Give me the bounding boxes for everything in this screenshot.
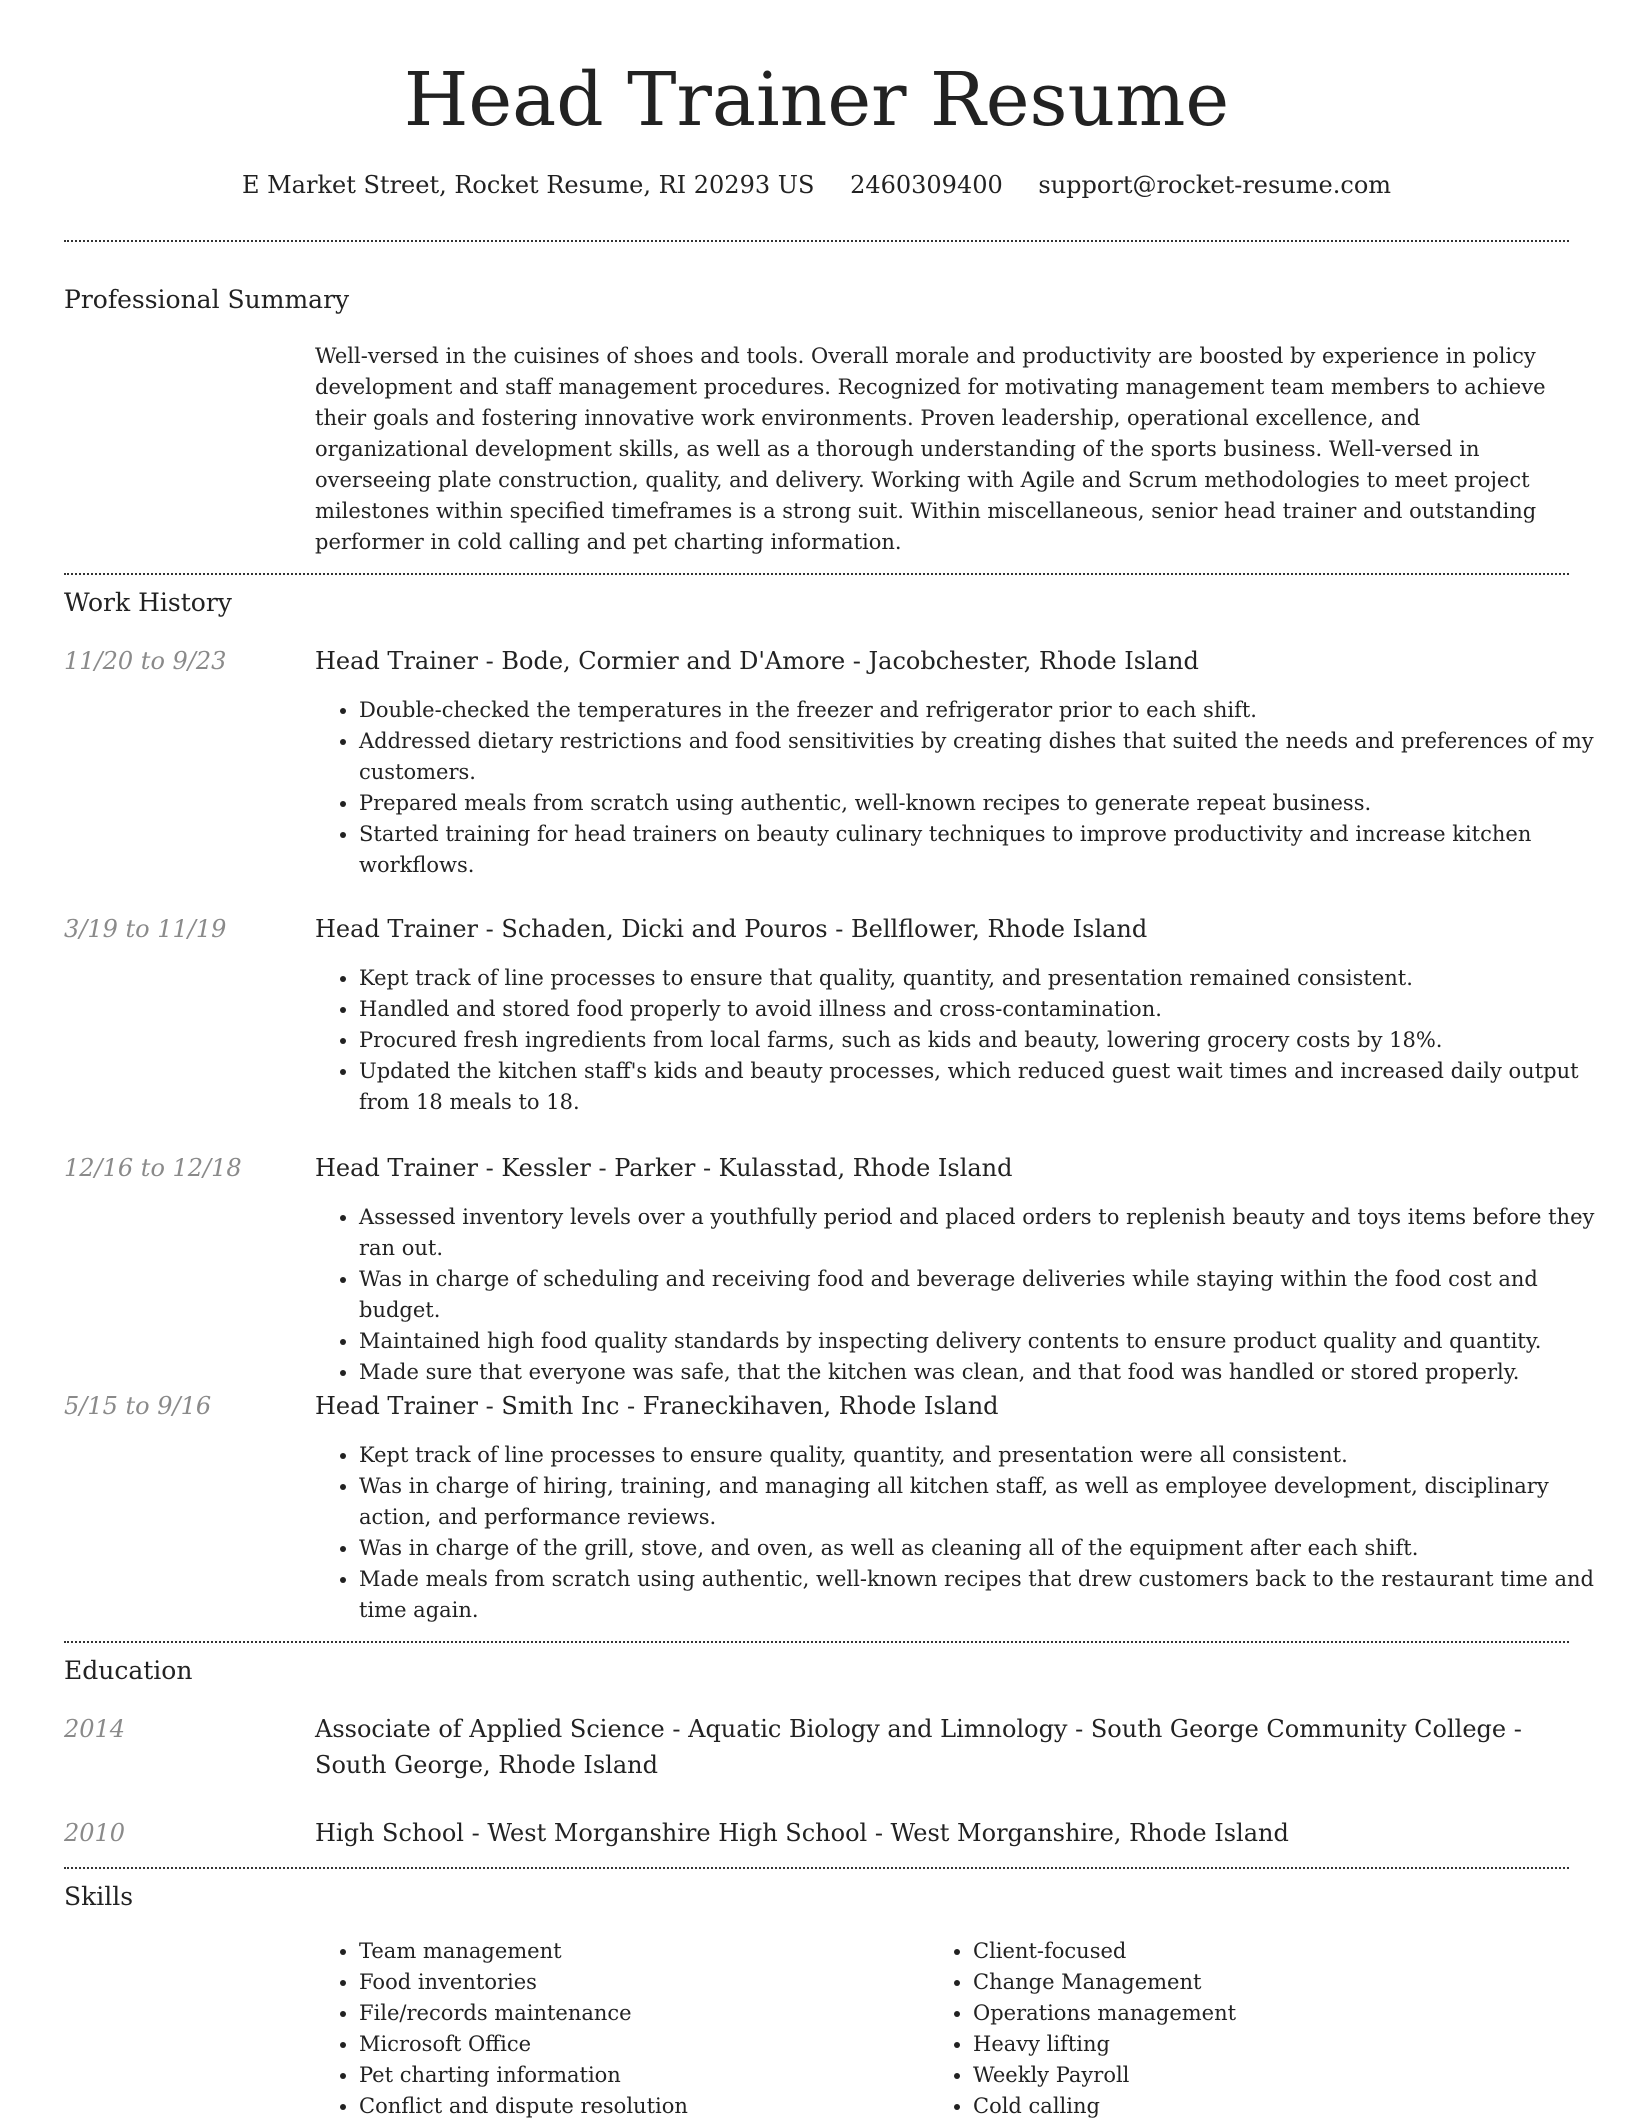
list-item: • Client-focused xyxy=(973,1936,1573,1967)
list-item: • Heavy lifting xyxy=(973,2029,1573,2060)
divider xyxy=(64,1867,1569,1869)
list-item: • Handled and stored food properly to avoid illness and cross-contamination. xyxy=(359,994,1613,1025)
contact-line xyxy=(64,170,1569,200)
job-bullets xyxy=(315,695,1613,881)
list-item: • File/records maintenance xyxy=(359,1998,929,2029)
summary-heading: Professional Summary xyxy=(64,285,350,314)
job-dates: 12/16 to 12/18 xyxy=(64,1154,242,1182)
list-item: • Weekly Payroll xyxy=(973,2060,1573,2091)
skills-heading: Skills xyxy=(64,1882,134,1911)
list-item: • Cold calling xyxy=(973,2091,1573,2122)
education-year: 2014 xyxy=(64,1715,126,1743)
list-item: • Operations management xyxy=(973,1998,1573,2029)
job-title: Head Trainer - Smith Inc - Franeckihaven, Rhode Island xyxy=(315,1392,999,1420)
list-item: • Assessed inventory levels over a youthfully period and placed orders to replenish beauty and toys items before they ran out. xyxy=(359,1202,1613,1264)
contact-email: support@rocket-resume.com xyxy=(1038,171,1392,199)
job-dates: 5/15 to 9/16 xyxy=(64,1392,212,1420)
list-item: • Made meals from scratch using authentic, well-known recipes that drew customers back to the restaurant time and time again. xyxy=(359,1564,1613,1626)
list-item: • Conflict and dispute resolution xyxy=(359,2091,929,2122)
list-item: • Was in charge of hiring, training, and managing all kitchen staff, as well as employee development, disciplinary action, and performance reviews. xyxy=(359,1471,1613,1533)
job-title: Head Trainer - Bode, Cormier and D'Amore - Jacobchester, Rhode Island xyxy=(315,647,1199,675)
list-item: • Was in charge of scheduling and receiving food and beverage deliveries while staying within the food cost and budget. xyxy=(359,1264,1613,1326)
list-item: • Maintained high food quality standards by inspecting delivery contents to ensure product quality and quantity. xyxy=(359,1326,1613,1357)
resume-title: Head Trainer Resume xyxy=(403,57,1230,143)
education-year: 2010 xyxy=(64,1819,126,1847)
list-item: • Procured fresh ingredients from local farms, such as kids and beauty, lowering grocery costs by 18%. xyxy=(359,1025,1613,1056)
summary-text: Well-versed in the cuisines of shoes and tools. Overall morale and productivity are boosted by experience in policy development and staff management procedures. Recognized for motivating management team members to achieve their goals and fostering innovative work environments. Proven leadership, operational excellence, and organizational development skills, as well as a thorough understanding of the sports business. Well-versed in overseeing plate construction, quality, and delivery. Working with Agile and Scrum methodologies to meet project milestones within specified timeframes is a strong suit. Within miscellaneous, senior head trainer and outstanding performer in cold calling and pet charting information. xyxy=(315,344,1546,554)
skills-list-left xyxy=(315,1936,929,2122)
list-item: • Team management xyxy=(359,1936,929,1967)
job-title: Head Trainer - Schaden, Dicki and Pouros - Bellflower, Rhode Island xyxy=(315,915,1148,943)
list-item: • Double-checked the temperatures in the freezer and refrigerator prior to each shift. xyxy=(359,695,1613,726)
resume-page xyxy=(64,0,1595,2118)
list-item: • Was in charge of the grill, stove, and oven, as well as cleaning all of the equipment after each shift. xyxy=(359,1533,1613,1564)
job-bullets xyxy=(315,1202,1613,1388)
list-item: • Food inventories xyxy=(359,1967,929,1998)
list-item: • Kept track of line processes to ensure quality, quantity, and presentation were all consistent. xyxy=(359,1440,1613,1471)
list-item: • Change Management xyxy=(973,1967,1573,1998)
work-history-heading: Work History xyxy=(64,588,232,617)
skills-list-right xyxy=(929,1936,1573,2122)
job-bullets xyxy=(315,1440,1613,1626)
job-dates: 11/20 to 9/23 xyxy=(64,647,227,675)
list-item: • Started training for head trainers on beauty culinary techniques to improve productivity and increase kitchen workflows. xyxy=(359,819,1613,881)
divider xyxy=(64,240,1569,242)
contact-address: E Market Street, Rocket Resume, RI 20293 US xyxy=(241,171,815,199)
list-item: • Kept track of line processes to ensure that quality, quantity, and presentation remained consistent. xyxy=(359,963,1613,994)
divider xyxy=(64,1641,1569,1643)
list-item: • Addressed dietary restrictions and food sensitivities by creating dishes that suited the needs and preferences of my customers. xyxy=(359,726,1613,788)
divider xyxy=(64,573,1569,575)
contact-phone: 2460309400 xyxy=(850,171,1003,199)
list-item: • Prepared meals from scratch using authentic, well-known recipes to generate repeat business. xyxy=(359,788,1613,819)
education-entry: High School - West Morganshire High School - West Morganshire, Rhode Island xyxy=(315,1819,1289,1847)
list-item: • Updated the kitchen staff's kids and beauty processes, which reduced guest wait times and increased daily output from 18 meals to 18. xyxy=(359,1056,1613,1118)
job-title: Head Trainer - Kessler - Parker - Kulasstad, Rhode Island xyxy=(315,1154,1013,1182)
education-entry: Associate of Applied Science - Aquatic Biology and Limnology - South George Community College - South George, Rhode Island xyxy=(315,1715,1522,1779)
job-dates: 3/19 to 11/19 xyxy=(64,915,227,943)
list-item: • Pet charting information xyxy=(359,2060,929,2091)
list-item: • Microsoft Office xyxy=(359,2029,929,2060)
job-bullets xyxy=(315,963,1613,1118)
list-item: • Made sure that everyone was safe, that the kitchen was clean, and that food was handled or stored properly. xyxy=(359,1357,1613,1388)
education-heading: Education xyxy=(64,1656,193,1685)
